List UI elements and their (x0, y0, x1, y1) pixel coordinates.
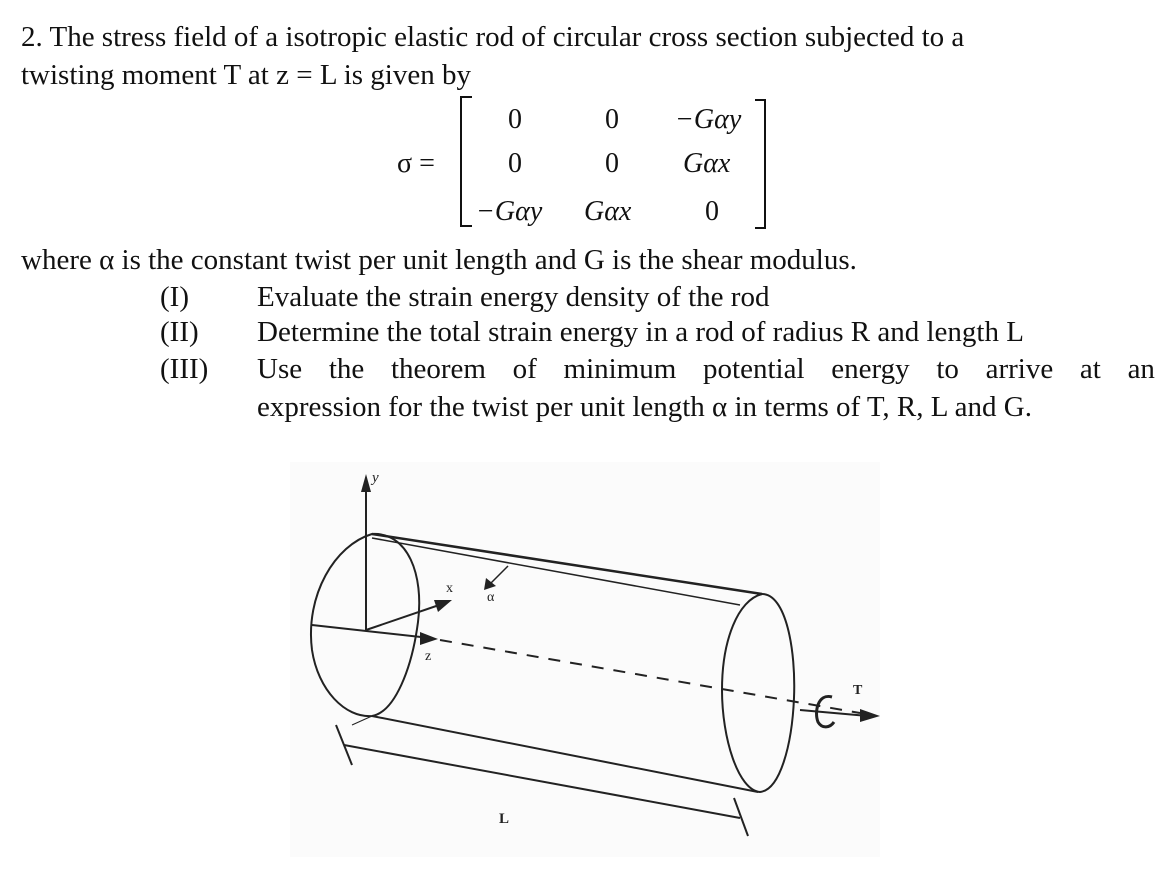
item-1-number: (I) (160, 281, 189, 313)
item-3-word: of (512, 353, 537, 385)
matrix-r2c2: 0 (605, 148, 619, 179)
x-axis-label: x (446, 581, 453, 596)
item-2-text: Determine the total strain energy in a rod of radius R and length L (257, 316, 1024, 348)
matrix-r3c3: 0 (705, 196, 719, 227)
problem-line-2: twisting moment T at z = L is given by (21, 59, 471, 91)
y-axis-label: y (372, 470, 379, 486)
z-axis-label: z (425, 649, 432, 664)
matrix-r3c2: Gαx (584, 196, 632, 227)
item-3-word: arrive (985, 353, 1054, 385)
matrix-r3c1: −Gαy (476, 196, 543, 227)
item-3-number: (III) (160, 353, 209, 385)
where-line: where α is the constant twist per unit length and G is the shear modulus. (21, 244, 857, 276)
item-3-word: to (936, 353, 959, 385)
item-3-word: an (1127, 353, 1155, 385)
item-3-word: Use (257, 353, 303, 385)
matrix-r2c3: Gαx (683, 148, 731, 179)
item-3-word: energy (831, 353, 910, 385)
matrix-r2c1: 0 (508, 148, 522, 179)
figure-background (290, 462, 880, 857)
length-label: L (499, 811, 510, 827)
item-2-number: (II) (160, 316, 199, 348)
item-3-word: the (328, 353, 365, 385)
matrix-lhs: σ = (397, 148, 435, 179)
torque-label: T (853, 683, 863, 698)
item-3-word: minimum (563, 353, 677, 385)
item-3-word: potential (703, 353, 805, 385)
matrix-r1c1: 0 (508, 104, 522, 135)
item-3-text-line-2: expression for the twist per unit length α in terms of T, R, L and G. (257, 391, 1032, 423)
matrix-r1c2: 0 (605, 104, 619, 135)
alpha-label: α (487, 590, 495, 605)
item-3-word: at (1079, 353, 1101, 385)
matrix-r1c3: −Gαy (675, 104, 742, 135)
item-1-text: Evaluate the strain energy density of the rod (257, 281, 770, 313)
problem-line-1: 2. The stress field of a isotropic elastic rod of circular cross section subjected to a (21, 21, 965, 53)
item-3-word: theorem (390, 353, 486, 385)
